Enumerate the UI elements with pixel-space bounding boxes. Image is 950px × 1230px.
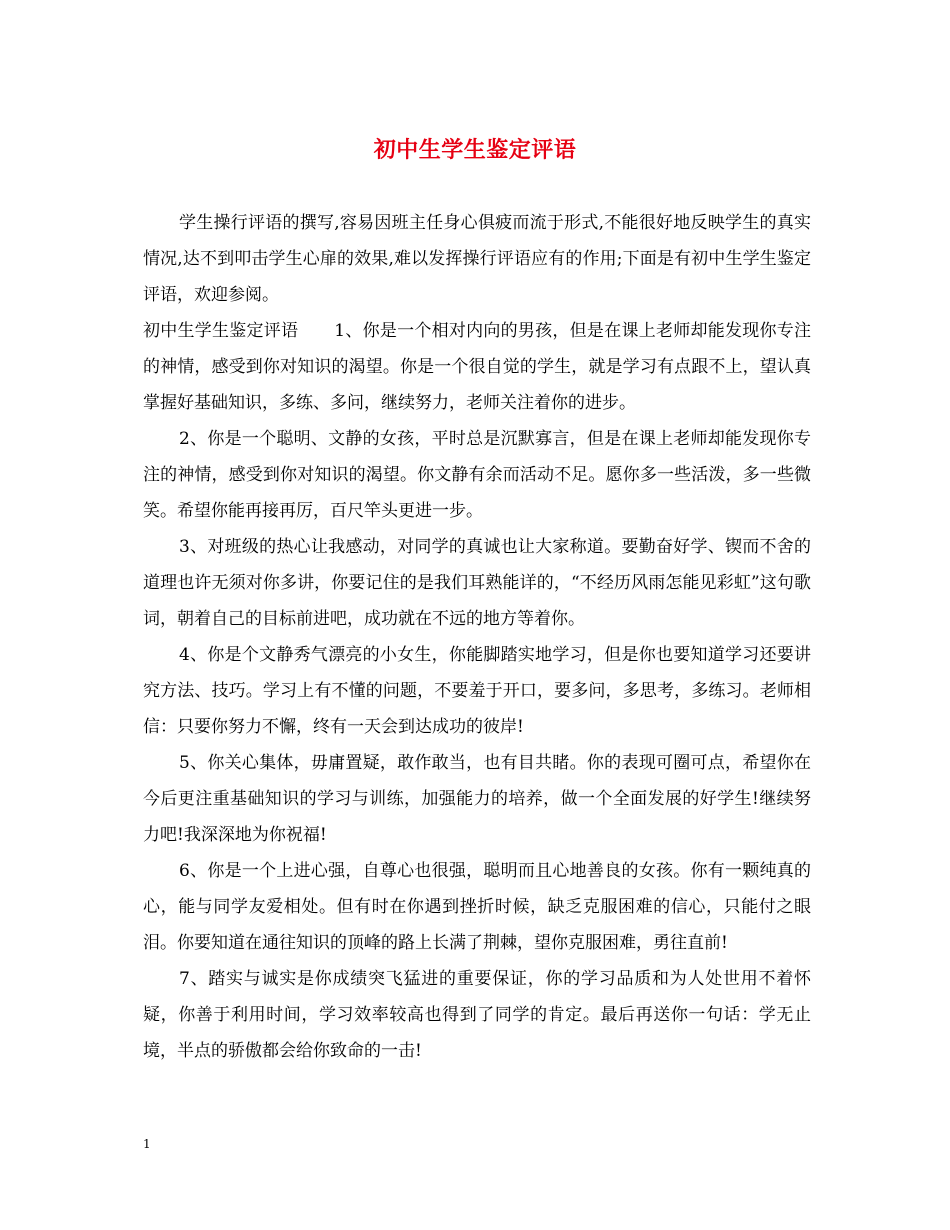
item-paragraph-3: 3、对班级的热心让我感动，对同学的真诚也让大家称道。要勤奋好学、锲而不舍的道理也许无须对你多讲，你要记住的是我们耳熟能详的，“不经历风雨怎能见彩虹”这句歌词，朝着自己的目标前进吧，成功就在不远的地方等着你。 [143,537,811,629]
item-paragraph-2: 2、你是一个聪明、文静的女孩，平时总是沉默寡言，但是在课上老师却能发现你专注的神情，感受到你对知识的渴望。你文静有余而活动不足。愿你多一些活泼，多一些微笑。希望你能再接再厉，百尺竿头更进一步。 [143,429,811,521]
item-paragraph-4: 4、你是个文静秀气漂亮的小女生，你能脚踏实地学习，但是你也要知道学习还要讲究方法、技巧。学习上有不懂的问题，不要羞于开口，要多问，多思考，多练习。老师相信：只要你努力不懈，终有一天会到达成功的彼岸! [143,645,811,737]
item-paragraph-5: 5、你关心集体，毋庸置疑，敢作敢当，也有目共睹。你的表现可圈可点，希望你在今后更注重基础知识的学习与训练，加强能力的培养，做一个全面发展的好学生!继续努力吧!我深深地为你祝福! [143,753,811,845]
item-paragraph-7: 7、踏实与诚实是你成绩突飞猛进的重要保证，你的学习品质和为人处世用不着怀疑，你善于利用时间，学习效率较高也得到了同学的肯定。最后再送你一句话：学无止境，半点的骄傲都会给你致命的一击! [143,969,811,1061]
document-title: 初中生学生鉴定评语 [373,137,577,163]
item-paragraph-1 [143,313,811,421]
document-body [143,205,811,1069]
item-paragraph-6: 6、你是一个上进心强，自尊心也很强，聪明而且心地善良的女孩。你有一颗纯真的心，能与同学友爱相处。但有时在你遇到挫折时候，缺乏克服困难的信心，只能付之眼泪。你要知道在通往知识的顶峰的路上长满了荆棘，望你克服困难，勇往直前! [143,861,811,953]
intro-paragraph: 学生操行评语的撰写,容易因班主任身心俱疲而流于形式,不能很好地反映学生的真实情况,达不到叩击学生心扉的效果,难以发挥操行评语应有的作用;下面是有初中生学生鉴定评语，欢迎参阅。 [143,213,811,305]
item-text-1: 1、你是一个相对内向的男孩，但是在课上老师却能发现你专注的神情，感受到你对知识的渴望。你是一个很自觉的学生，就是学习有点跟不上，望认真掌握好基础知识，多练、多问，继续努力，老师关注着你的进步。 [143,321,811,413]
page-number: 1 [143,1137,151,1151]
section-heading: 初中生学生鉴定评语 [143,321,299,341]
